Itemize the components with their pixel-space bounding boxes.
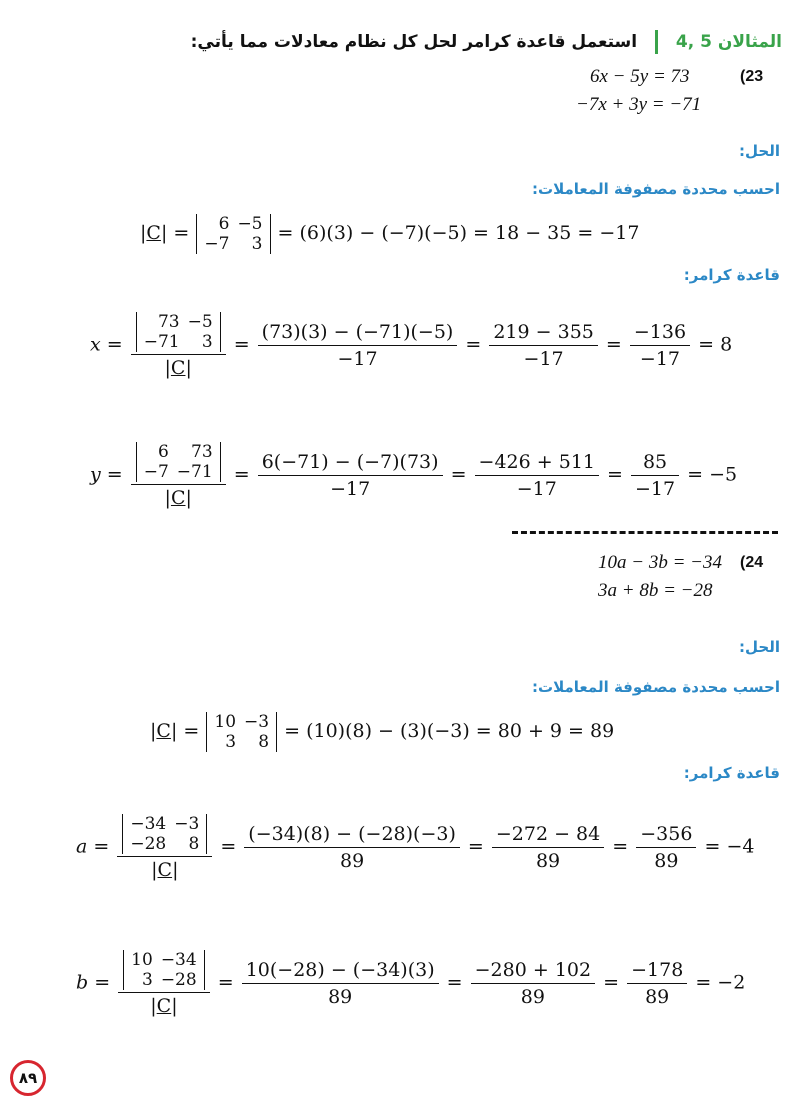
solve-b: b = 10 −34 3 −28 |C| = $\frac{10(-28) - (-34)(3)}{89}$ = $\frac{-280 + 102}{89}$ = $\frac{-178}{89}$ = −2: [76, 950, 746, 1017]
coefficient-matrix-24: [206, 712, 277, 752]
var-x: x: [90, 333, 101, 356]
matrix-cell: 3: [251, 234, 263, 254]
var-y: y: [90, 463, 101, 486]
example-label: المثالان: [717, 32, 782, 52]
matrix-cell: −5: [187, 312, 213, 332]
var-a: a: [76, 835, 88, 858]
det-c-24: |C| = 10 −3 3 8 = (10)(8) − (3)(−3) = 80 + 9 = 89: [150, 712, 615, 752]
y-frac-1: $\frac{6(-71) - (-7)(73)}{-17}$: [258, 451, 443, 500]
c-matrix-symbol: C: [156, 720, 171, 742]
y-cramer-fraction: 6 73 −7 −71 |C|: [131, 442, 226, 509]
y-frac-3: $\frac{85}{-17}$: [631, 451, 679, 500]
matrix-cell: −34: [160, 950, 197, 970]
matrix-cell: 3: [201, 332, 213, 352]
matrix-cell: −28: [160, 970, 197, 990]
example-numbers: 4, 5: [675, 32, 712, 52]
b-frac-3: $\frac{-178}{89}$: [627, 959, 687, 1008]
problem-24-eq2: 3a + 8b = −28: [598, 580, 713, 601]
matrix-cell: −3: [244, 712, 270, 732]
x-result: = 8: [698, 333, 733, 356]
problem-23-number: (23: [740, 68, 764, 85]
x-frac-1: $\frac{(73)(3) - (-71)(-5)}{-17}$: [258, 321, 458, 370]
cramer-heading: قاعدة كرامر:: [683, 764, 780, 782]
matrix-cell: −3: [174, 814, 200, 834]
problem-23-eq1: 6x − 5y = 73: [590, 66, 690, 87]
a-frac-3: $\frac{-356}{89}$: [636, 823, 696, 872]
b-result: = −2: [695, 971, 746, 994]
matrix-cell: −71: [176, 462, 213, 482]
matrix-cell: 3: [225, 732, 237, 752]
var-b: b: [76, 971, 89, 994]
matrix-cell: 8: [188, 834, 200, 854]
page-number: ٨٩: [18, 1069, 38, 1087]
section-divider: [512, 531, 778, 534]
det-c-23-expansion: = (6)(3) − (−7)(−5) = 18 − 35 = −17: [277, 222, 640, 244]
c-matrix-symbol: C: [170, 357, 186, 379]
det-c-23: |C| = 6 −5 −7 3 = (6)(3) − (−7)(−5) = 18 − 35 = −17: [140, 214, 640, 254]
solve-y: y = 6 73 −7 −71 |C| = $\frac{6(-71) - (-7)(73)}{-17}$ = $\frac{-426 + 511}{-17}$ = $\frac{85}{-17}$ = −5: [90, 442, 738, 509]
header-divider: [655, 30, 658, 54]
matrix-cell: −5: [237, 214, 263, 234]
a-frac-2: $\frac{-272 - 84}{89}$: [492, 823, 604, 872]
y-result: = −5: [687, 463, 738, 486]
matrix-cell: 73: [157, 312, 180, 332]
matrix-cell: −7: [204, 234, 230, 254]
matrix-cell: −71: [143, 332, 180, 352]
matrix-cell: 10: [214, 712, 237, 732]
exercise-header: [2, 30, 782, 54]
y-frac-2: $\frac{-426 + 511}{-17}$: [475, 451, 599, 500]
det-heading: احسب محددة مصفوفة المعاملات:: [532, 678, 780, 696]
x-numerator-matrix: [136, 312, 221, 352]
b-numerator-matrix: [123, 950, 205, 990]
x-cramer-fraction: 73 −5 −71 3 |C|: [131, 312, 226, 379]
problem-24-eq1: 10a − 3b = −34: [598, 552, 722, 573]
a-cramer-fraction: −34 −3 −28 8 |C|: [117, 814, 212, 881]
c-matrix-symbol: C: [157, 859, 173, 881]
problem-23-system: [576, 66, 764, 116]
b-cramer-fraction: 10 −34 3 −28 |C|: [118, 950, 210, 1017]
matrix-cell: −28: [130, 834, 167, 854]
solution-label: الحل:: [739, 142, 780, 160]
a-frac-1: $\frac{(-34)(8) - (-28)(-3)}{89}$: [244, 823, 460, 872]
problem-23-eq2: −7x + 3y = −71: [576, 94, 702, 115]
exercise-instruction: استعمل قاعدة كرامر لحل كل نظام معادلات مما يأتي:: [190, 32, 638, 52]
c-matrix-symbol: C: [146, 222, 161, 244]
det-c-24-expansion: = (10)(8) − (3)(−3) = 80 + 9 = 89: [284, 720, 615, 742]
matrix-cell: 6: [157, 442, 169, 462]
det-heading: احسب محددة مصفوفة المعاملات:: [532, 180, 780, 198]
problem-24-system: [598, 552, 764, 602]
a-numerator-matrix: [122, 814, 207, 854]
problem-24-number: (24: [740, 554, 764, 571]
matrix-cell: 10: [131, 950, 153, 970]
matrix-cell: −7: [143, 462, 169, 482]
solution-label: الحل:: [739, 638, 780, 656]
b-frac-2: $\frac{-280 + 102}{89}$: [471, 959, 595, 1008]
matrix-cell: 6: [218, 214, 230, 234]
coefficient-matrix-23: [196, 214, 270, 254]
matrix-cell: 8: [258, 732, 270, 752]
matrix-cell: 3: [141, 970, 153, 990]
b-frac-1: $\frac{10(-28) - (-34)(3)}{89}$: [242, 959, 439, 1008]
a-result: = −4: [704, 835, 755, 858]
solve-a: a = −34 −3 −28 8 |C| = $\frac{(-34)(8) - (-28)(-3)}{89}$ = $\frac{-272 - 84}{89}$ = $\frac{-356}{89}$ = −4: [76, 814, 755, 881]
matrix-cell: −34: [130, 814, 167, 834]
page-number-badge: [10, 1060, 46, 1096]
matrix-cell: 73: [191, 442, 213, 462]
cramer-heading: قاعدة كرامر:: [683, 266, 780, 284]
solve-x: x = 73 −5 −71 3 |C| = $\frac{(73)(3) - (-71)(-5)}{-17}$ = $\frac{219 - 355}{-17}$ = $\frac{-136}{-17}$ = 8: [90, 312, 733, 379]
x-frac-3: $\frac{-136}{-17}$: [630, 321, 690, 370]
x-frac-2: $\frac{219 - 355}{-17}$: [489, 321, 598, 370]
c-matrix-symbol: C: [156, 995, 172, 1017]
c-matrix-symbol: C: [170, 487, 186, 509]
y-numerator-matrix: [136, 442, 221, 482]
